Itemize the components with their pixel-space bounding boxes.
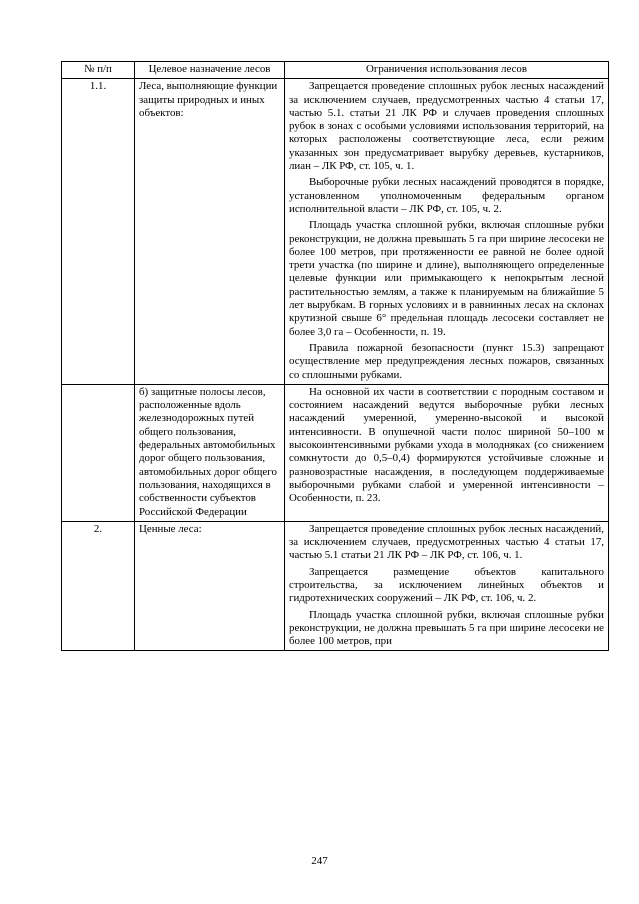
restriction-paragraph: Запрещается размещение объектов капитального строительства, за исключением линейных объектов и гидротехнических сооружений – ЛК РФ, ст. 106, ч. 2. [289, 565, 604, 605]
row-purpose: Ценные леса: [135, 521, 285, 651]
row-number: 2. [62, 521, 135, 651]
restriction-paragraph: Площадь участка сплошной рубки, включая сплошные рубки реконструкции, не должна превышать 5 га при ширине лесосеки не более 100 метров, при [289, 608, 604, 648]
row-restrictions [285, 521, 609, 651]
header-number: № п/п [62, 62, 135, 79]
row-restrictions [285, 384, 609, 521]
restriction-paragraph: Площадь участка сплошной рубки, включая сплошные рубки реконструкции, не должна превышать 5 га при ширине лесосеки не более 100 метров, при протяженности ее равной не более одной трети участка (по ширине и длине), выполняющего определенные целевые функции или примыкающего к непокрытым лесной растительностью землям, а также к планируемым на ближайшие 5 лет вырубкам. В горных условиях и в равнинных лесах на склонах крутизной свыше 6° предельная площадь лесосеки составляет не более 3,0 га – Особенности, п. 19. [289, 219, 604, 338]
row-purpose: б) защитные полосы лесов, расположенные вдоль железнодорожных путей общего пользования, федеральных автомобильных дорог общего пользования, автомобильных дорог общего пользования, находящихся в собственности субъектов Российской Федерации [135, 384, 285, 521]
restriction-paragraph: Запрещается проведение сплошных рубок лесных насаждений, за исключением случаев, предусмотренных частью 4 статьи 17, частью 5.1 статьи 21 ЛК РФ – ЛК РФ, ст. 106, ч. 1. [289, 522, 604, 562]
page-number: 247 [311, 855, 328, 867]
restriction-paragraph: Правила пожарной безопасности (пункт 15.3) запрещают осуществление мер предупреждения лесных пожаров, связанных со сплошными рубками. [289, 341, 604, 381]
table-row [62, 79, 609, 385]
header-restrictions: Ограничения использования лесов [285, 62, 609, 79]
restrictions-table [61, 61, 609, 651]
table-row [62, 384, 609, 521]
restriction-paragraph: Запрещается проведение сплошных рубок лесных насаждений за исключением случаев, предусмотренных частью 4 статьи 17, частью 5.1. статьи 21 ЛК РФ и случаев проведения сплошных рубок в зонах с особыми условиями использования территорий, на которых расположены соответствующие леса, если режим указанных зон предусматривает вырубку деревьев, кустарников, лиан – ЛК РФ, ст. 105, ч. 1. [289, 80, 604, 173]
restriction-paragraph: На основной их части в соответствии с породным составом и состоянием насаждений ведутся выборочные рубки лесных насаждений умеренной, умеренно-высокой и высокой интенсивности. В опушечной части полос шириной 50–100 м высокоинтенсивными рубками ухода в молодняках (со снижением сомкнутости до 0,5–0,4) формируются устойчивые сложные и разновозрастные насаждения, в последующем поддерживаемые выборочными рубками слабой и умеренной интенсивности – Особенности, п. 23. [289, 385, 604, 505]
row-number [62, 384, 135, 521]
row-purpose: Леса, выполняющие функции защиты природных и иных объектов: [135, 79, 285, 385]
table-row [62, 521, 609, 651]
row-restrictions [285, 79, 609, 385]
row-number: 1.1. [62, 79, 135, 385]
header-purpose: Целевое назначение лесов [135, 62, 285, 79]
restriction-paragraph: Выборочные рубки лесных насаждений проводятся в порядке, установленном уполномоченным федеральным органом исполнительной власти – ЛК РФ, ст. 105, ч. 2. [289, 176, 604, 215]
table-header-row [62, 62, 609, 79]
